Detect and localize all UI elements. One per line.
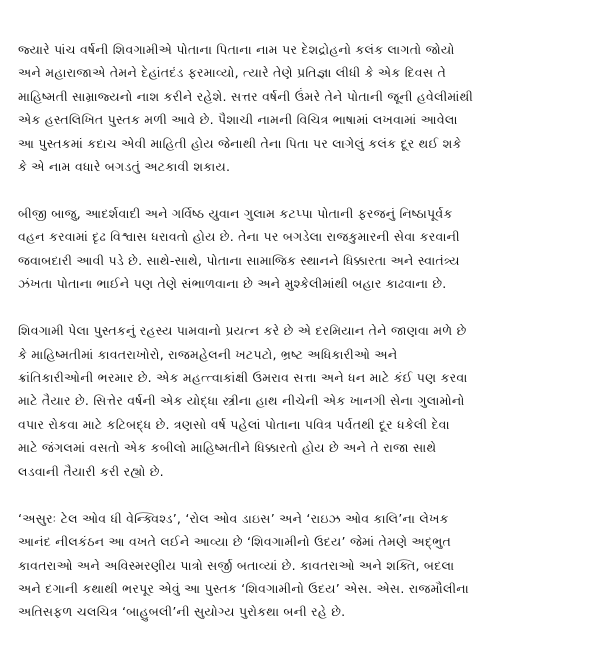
- paragraph-intro: જ્યારે પાંચ વર્ષની શિવગામીએ પોતાના પિતાના નામ પર દેશદ્રોહનો કલંક લાગતો જોયો અને મહારાજાએ તેમને દેહાંતદંડ ફરમાવ્યો, ત્યારે તેણે પ્રતિજ્ઞા લીધી કે એક દિવસ તે માહિષ્મતી સામ્રાજ્યનો નાશ કરીને રહેશે. સત્તર વર્ષની ઉંમરે તેને પોતાની જૂની હવેલીમાંથી એક હસ્તલિખિત પુસ્તક મળી આવે છે. પૈશાચી નામની વિચિત્ર ભાષામાં લખવામાં આવેલા આ પુસ્તકમાં કદાચ એવી માહિતી હોય જેનાથી તેના પિતા પર લાગેલું કલંક દૂર થઈ શકે કે એ નામ વધારે બગડતું અટકાવી શકાય.: [18, 42, 474, 175]
- paragraph-conspiracy: શિવગામી પેલા પુસ્તકનું રહસ્ય પામવાનો પ્રયત્ન કરે છે એ દરમિયાન તેને જાણવા મળે છે કે માહિષ્મતીમાં કાવતરાખોરો, રાજમહેલની ખટપટો, ભ્રષ્ટ અધિકારીઓ અને ક્રાંતિકારીઓની ભરમાર છે. એક મહત્ત્વાકાંક્ષી ઉમરાવ સત્તા અને ધન માટે કંઈ પણ કરવા માટે તૈયાર છે. સિત્તેર વર્ષની એક યોદ્ધા સ્ત્રીના હાથ નીચેની એક ખાનગી સેના ગુલામોનો વપાર રોકવા માટે કટિબદ્ધ છે. ત્રણસો વર્ષ પહેલાં પોતાના પવિત્ર પર્વતથી દૂર ધકેલી દેવા માટે જંગલમાં વસતો એક કબીલો માહિષ્મતીને ધિક્કારતો હોય છે અને તે રાજા સાથે લડવાની તૈયારી કરી રહ્યો છે.: [18, 323, 468, 479]
- paragraph-kattappa: બીજી બાજુ, આદર્શવાદી અને ગર્વિષ્ઠ યુવાન ગુલામ કટપ્પા પોતાની ફરજનું નિષ્ઠાપૂર્વક વહન કરવામાં દૃઢ વિશ્વાસ ધરાવતો હોય છે. તેના પર બગડેલા રાજકુમારની સેવા કરવાની જવાબદારી આવી પડે છે. સાથે-સાથે, પોતાના સામાજિક સ્થાનને ધિક્કારતા અને સ્વાતંત્ર્ય ઝંખતા પોતાના ભાઈને પણ તેણે સંભાળવાના છે અને મુશ્કેલીમાંથી બહાર કાઢવાના છે.: [18, 206, 460, 292]
- paragraph-author: ‘અસુરઃ ટેલ ઓવ ધી વેન્ક્વિશ્ડ’, ‘રોલ ઓવ ડાઇસ’ અને ‘રાઇઝ ઓવ કાલિ’ના લેખક આનંદ નીલકંઠન આ વખતે લઈને આવ્યા છે ‘શિવગામીનો ઉદય’ જેમાં તેમણે અદ્ભુત કાવતરાઓ અને અવિસ્મરણીય પાત્રો સર્જી બતાવ્યાં છે. કાવતરાઓ અને શક્તિ, બદલા અને દગાની કથાથી ભરપૂર એવું આ પુસ્તક ‘શિવગામીનો ઉદય’ એસ. એસ. રાજમૌલીના અતિસફળ ચલચિત્ર ‘બાહુબલી’ની સુયોગ્ય પુરોકથા બની રહે છે.: [18, 510, 469, 620]
- book-description: [18, 38, 584, 624]
